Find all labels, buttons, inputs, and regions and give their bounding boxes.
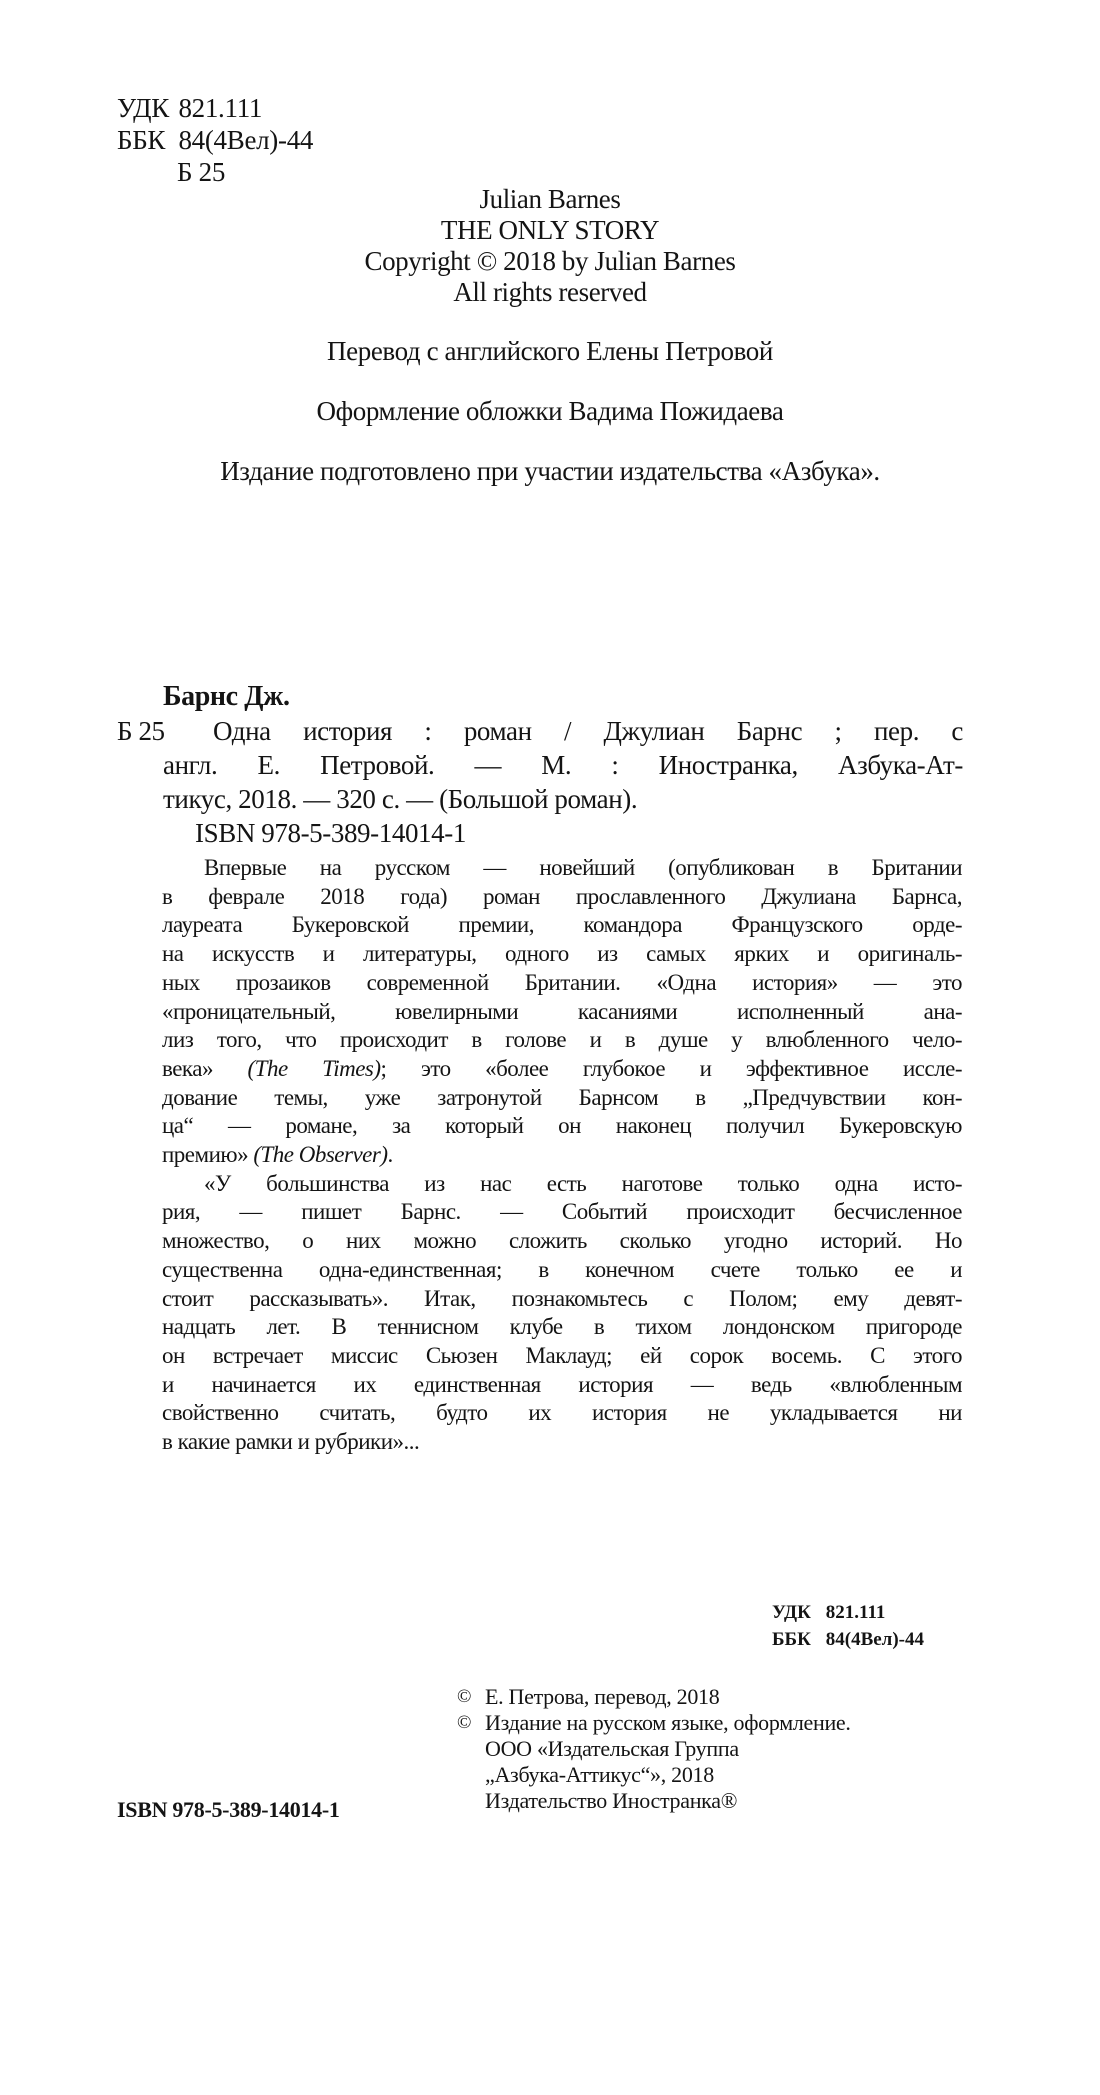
footer-bbk-value: 84(4Вел)-44 bbox=[825, 1629, 924, 1650]
copyright-edition-line: ООО «Издательская Группа bbox=[485, 1736, 739, 1761]
author-mark-row bbox=[117, 157, 313, 187]
annotation-p1-line: ца“ — романе, за который он наконец получил Букеровскую bbox=[162, 1113, 962, 1139]
original-author: Julian Barnes bbox=[479, 184, 621, 214]
annotation-p2-line: стоит рассказывать». Итак, познакомьтесь с Полом; ему девят- bbox=[162, 1285, 962, 1311]
bbk-label: ББК bbox=[117, 125, 166, 155]
udk-value: 821.111 bbox=[178, 93, 263, 123]
bbk-row bbox=[117, 125, 313, 155]
annotation-p1-line: в феврале 2018 года) роман прославленного Джулиана Барнса, bbox=[162, 883, 962, 909]
text-fragment: ; это «более глубокое и эффективное иссле- bbox=[380, 1055, 963, 1081]
copyright-edition-line: Издательство Иностранка® bbox=[485, 1788, 738, 1813]
header-classification bbox=[117, 93, 313, 187]
annotation-p1-line: дование темы, уже затронутой Барнсом в „Предчувствии кон- bbox=[162, 1084, 962, 1110]
annotation-p2-line: «У большинства из нас есть наготове только одна исто- bbox=[204, 1170, 962, 1196]
footer-udk-label: УДК bbox=[772, 1602, 811, 1623]
annotation-p1-line: ных прозаиков современной Британии. «Одна история» — это bbox=[162, 969, 962, 995]
source-citation-observer: (The Observer) bbox=[253, 1142, 388, 1168]
annotation-p1-line: лиз того, что происходит в голове и в душе у влюбленного чело- bbox=[162, 1027, 962, 1053]
footer-bbk-row bbox=[772, 1627, 924, 1652]
annotation-p2-line: он встречает миссис Сьюзен Маклауд; ей сорок восемь. С этого bbox=[162, 1342, 962, 1368]
annotation-p1-line bbox=[162, 1141, 962, 1170]
annotation-p1-line: «проницательный, ювелирными касаниями исполненный ана- bbox=[162, 998, 962, 1024]
footer-isbn: ISBN 978-5-389-14014-1 bbox=[117, 1797, 340, 1822]
annotation-p2-line: и начинается их единственная история — ведь «влюбленным bbox=[162, 1371, 962, 1397]
copyright-icon: © bbox=[457, 1686, 472, 1707]
annotation-p2-line: в какие рамки и рубрики»... bbox=[162, 1429, 420, 1455]
text-fragment: века» bbox=[162, 1055, 248, 1081]
record-isbn: ISBN 978-5-389-14014-1 bbox=[195, 818, 466, 848]
translation-credit: Перевод с английского Елены Петровой bbox=[327, 336, 773, 366]
record-author-mark: Б 25 bbox=[117, 716, 165, 746]
annotation-p1-line bbox=[162, 1055, 962, 1084]
annotation-p2-line: существенна одна-единственная; в конечном счете только ее и bbox=[162, 1256, 962, 1282]
annotation-p2-line: рия, — пишет Барнс. — Событий происходит бесчисленное bbox=[162, 1199, 962, 1225]
annotation-p1-line: на искусств и литературы, одного из самых ярких и оригиналь- bbox=[162, 941, 962, 967]
annotation-p2-line: свойственно считать, будто их история не укладывается ни bbox=[162, 1400, 962, 1426]
annotation bbox=[162, 854, 962, 1457]
udk-row bbox=[117, 93, 313, 123]
annotation-p1-line: Впервые на русском — новейший (опубликован в Британии bbox=[204, 855, 962, 880]
cover-design-credit: Оформление обложки Вадима Пожидаева bbox=[316, 396, 784, 426]
copyright-translation: Е. Петрова, перевод, 2018 bbox=[485, 1684, 720, 1709]
original-title: THE ONLY STORY bbox=[440, 215, 660, 245]
copyright-notices bbox=[457, 1684, 851, 1814]
copyright-edition-row bbox=[457, 1736, 851, 1762]
annotation-p2-line: множество, о них можно сложить сколько угодно историй. Но bbox=[162, 1228, 962, 1254]
author-heading: Барнс Дж. bbox=[163, 681, 290, 712]
copyright-translation-row bbox=[457, 1684, 851, 1710]
record-description-line-3: тикус, 2018. — 320 с. — (Большой роман). bbox=[163, 784, 638, 814]
footer-classification bbox=[772, 1600, 924, 1652]
copyright-edition-row bbox=[457, 1762, 851, 1788]
original-rights: All rights reserved bbox=[453, 277, 647, 307]
copyright-icon: © bbox=[457, 1712, 472, 1733]
bbk-value: 84(4Вел)-44 bbox=[178, 125, 314, 155]
record-description-line-2: англ. Е. Петровой. — М. : Иностранка, Азбука-Ат- bbox=[163, 750, 963, 780]
footer-udk-row bbox=[772, 1600, 924, 1625]
copyright-edition-line: „Азбука-Аттикус“», 2018 bbox=[485, 1762, 714, 1787]
copyright-edition-row bbox=[457, 1788, 851, 1814]
annotation-p2-line: надцать лет. В теннисном клубе в тихом лондонском пригороде bbox=[162, 1314, 962, 1340]
copyright-edition-line: Издание на русском языке, оформление. bbox=[485, 1710, 851, 1735]
record-description-line-1: Одна история : роман / Джулиан Барнс ; пер. с bbox=[213, 716, 963, 746]
source-citation-times: (The Times) bbox=[247, 1055, 381, 1081]
text-fragment: премию» bbox=[162, 1142, 254, 1168]
original-copyright: Copyright © 2018 by Julian Barnes bbox=[364, 246, 736, 276]
footer-bbk-label: ББК bbox=[772, 1629, 811, 1650]
footer-udk-value: 821.111 bbox=[825, 1602, 886, 1623]
udk-label: УДК bbox=[117, 93, 169, 123]
text-fragment: . bbox=[387, 1142, 393, 1168]
copyright-edition-row bbox=[457, 1710, 851, 1736]
author-mark: Б 25 bbox=[177, 157, 226, 187]
annotation-p1-line: лауреата Букеровской премии, командора Французского орде- bbox=[162, 912, 962, 938]
publisher-note: Издание подготовлено при участии издательства «Азбука». bbox=[220, 456, 880, 486]
